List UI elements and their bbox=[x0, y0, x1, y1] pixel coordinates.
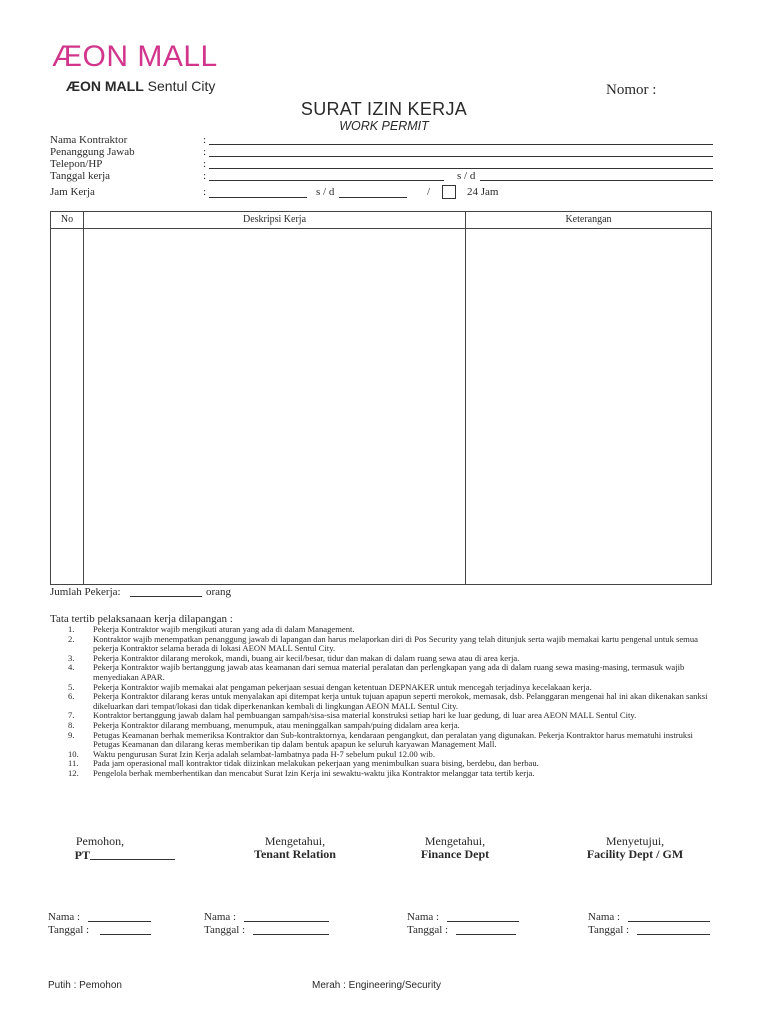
nomor-label: Nomor : bbox=[606, 82, 657, 98]
contractor-field[interactable] bbox=[209, 144, 713, 145]
contractor-label: Nama Kontraktor bbox=[50, 134, 128, 146]
white-copy-note: Putih : Pemohon bbox=[48, 980, 122, 991]
date-label: Tanggal : bbox=[588, 924, 630, 936]
no-column-cell[interactable] bbox=[51, 229, 83, 583]
applicant-heading: Pemohon, bbox=[75, 834, 125, 848]
col-header-notes: Keterangan bbox=[565, 214, 612, 225]
description-cell[interactable] bbox=[84, 229, 465, 583]
finance-heading: Mengetahui, bbox=[424, 834, 486, 848]
name-label: Nama : bbox=[407, 911, 440, 923]
applicant-name-field[interactable] bbox=[88, 921, 151, 922]
rule-item: 4. Pekerja Kontraktor wajib bertanggung jawab atas keamanan dari semua material peralatan dan perlengkapan yang ada di dalam ruang sewa masing-masing, termasuk wajib menyediakan APAR. bbox=[68, 662, 685, 682]
rule-item: 8. Pekerja Kontraktor dilarang membuang, menumpuk, atau meninggalkan sampah/puing didalam area kerja. bbox=[68, 719, 460, 730]
applicant-company-field[interactable] bbox=[90, 859, 175, 860]
date-label: Tanggal : bbox=[204, 924, 246, 936]
date-label: Tanggal kerja bbox=[50, 170, 111, 182]
hours-end-field[interactable] bbox=[339, 197, 407, 198]
rule-item: 7. Kontraktor bertanggung jawab dalam hal pembuangan sampah/sisa-sisa material konstruksi setiap hari ke luar gedung, di luar area AEON MALL Sentul City. bbox=[68, 710, 637, 721]
logo-sub-location: Sentul City bbox=[147, 78, 216, 94]
page-subtitle: WORK PERMIT bbox=[339, 119, 429, 133]
colon: : bbox=[203, 170, 207, 182]
finance-date-field[interactable] bbox=[456, 934, 516, 935]
date-sd-label: s / d bbox=[457, 170, 476, 182]
workers-count-field[interactable] bbox=[130, 596, 202, 597]
finance-name-field[interactable] bbox=[447, 921, 519, 922]
red-copy-note: Merah : Engineering/Security bbox=[312, 980, 441, 991]
full-day-label: 24 Jam bbox=[467, 186, 499, 198]
applicant-pt-label: PT bbox=[74, 848, 90, 862]
approval-heading: Menyetujui, bbox=[605, 834, 665, 848]
finance-label: Finance Dept bbox=[420, 847, 490, 861]
colon: : bbox=[203, 186, 207, 198]
rule-item: 6. Pekerja Kontraktor dilarang keras untuk menyalakan api ditempat kerja untuk tujuan apapun seperti merokok, memasak, dsb. Pelanggaran mengenai hal ini akan dikenakan sanksi dikeluarkan dari tempat/lokasi dan tidak diperkenankan kembali di lingkungan AEON MALL Sentul City. bbox=[68, 691, 708, 711]
rule-item: 10. Waktu pengurusan Surat Izin Kerja adalah selambat-lambatnya pada H-7 sebelum pukul 12.00 wib. bbox=[68, 748, 435, 759]
facility-name-field[interactable] bbox=[628, 921, 710, 922]
page-title: SURAT IZIN KERJA bbox=[300, 99, 468, 119]
name-label: Nama : bbox=[48, 911, 81, 923]
colon: : bbox=[203, 158, 207, 170]
rule-item: 2. Kontraktor wajib menempatkan penanggung jawab di lapangan dan harus melaporkan diri di Pos Security yang telah ditunjuk serta wajib memakai kartu pengenal untuk semua pekerja Kontraktor selama berada di lokasi AEON MALL Sentul City. bbox=[68, 633, 698, 654]
col-header-no: No bbox=[60, 214, 74, 225]
workers-unit: orang bbox=[206, 586, 232, 598]
applicant-date-field[interactable] bbox=[100, 934, 151, 935]
col-header-description: Deskripsi Kerja bbox=[242, 214, 307, 225]
name-label: Nama : bbox=[588, 911, 621, 923]
tenant-relation-label: Tenant Relation bbox=[254, 847, 336, 861]
facility-label: Facility Dept / GM bbox=[586, 847, 684, 861]
hours-sd-label: s / d bbox=[316, 186, 335, 198]
rule-item: 12. Pengelola berhak memberhentikan dan mencabut Surat Izin Kerja ini sewaktu-waktu jika Kontraktor melanggar tata tertib kerja. bbox=[68, 767, 535, 778]
responsible-field[interactable] bbox=[209, 156, 713, 157]
tenant-date-field[interactable] bbox=[253, 934, 329, 935]
rule-item: 9. Petugas Keamanan berhak memeriksa Kontraktor dan Sub-kontraktornya, kendaraan pengangkut, dan peralatan yang digunakan. Pekerja Kontraktor harus mematuhi instruksi Petugas Keamanan dan dilarang keras memberikan tip dalam bentuk apapun ke seluruh karyawan Management Mall. bbox=[68, 729, 693, 750]
name-label: Nama : bbox=[204, 911, 237, 923]
date-start-field[interactable] bbox=[209, 180, 444, 181]
tenant-relation-heading: Mengetahui, bbox=[264, 834, 326, 848]
work-description-table bbox=[50, 211, 712, 585]
phone-field[interactable] bbox=[209, 168, 713, 169]
colon: : bbox=[203, 134, 207, 146]
rule-item: 3. Pekerja Kontraktor dilarang merokok, mandi, buang air kecil/besar, tidur dan makan di dalam ruang sewa atau di area kerja. bbox=[68, 652, 520, 663]
facility-date-field[interactable] bbox=[637, 934, 710, 935]
rules-list bbox=[50, 625, 715, 779]
date-end-field[interactable] bbox=[480, 180, 713, 181]
workers-label: Jumlah Pekerja: bbox=[50, 586, 121, 598]
hours-label: Jam Kerja bbox=[50, 186, 95, 198]
notes-cell[interactable] bbox=[466, 229, 711, 583]
full-day-checkbox[interactable] bbox=[442, 185, 456, 199]
logo-subtitle bbox=[66, 79, 215, 93]
rule-item: 1. Pekerja Kontraktor wajib mengikuti aturan yang ada di dalam Management. bbox=[68, 624, 355, 634]
date-label: Tanggal : bbox=[407, 924, 449, 936]
hours-start-field[interactable] bbox=[209, 197, 307, 198]
rule-item: 5. Pekerja Kontraktor wajib memakai alat pengaman pekerjaan sesuai dengan ketentuan DEPNAKER untuk mencegah terjadinya kecelakaan kerja. bbox=[68, 681, 592, 692]
colon: : bbox=[203, 146, 207, 158]
slash: / bbox=[427, 186, 431, 198]
tenant-name-field[interactable] bbox=[244, 921, 329, 922]
phone-label: Telepon/HP bbox=[50, 158, 103, 170]
responsible-label: Penanggung Jawab bbox=[50, 146, 135, 158]
logo-sub-brand: ÆON MALL bbox=[66, 78, 144, 94]
aeon-mall-logo: ÆON MALL bbox=[52, 40, 218, 73]
date-label: Tanggal : bbox=[48, 924, 90, 936]
rule-item: 11. Pada jam operasional mall kontraktor tidak diizinkan melakukan pekerjaan yang menimbulkan suara bising, berdebu, dan berbau. bbox=[68, 758, 539, 769]
rules-title: Tata tertib pelaksanaan kerja dilapangan : bbox=[50, 613, 233, 625]
